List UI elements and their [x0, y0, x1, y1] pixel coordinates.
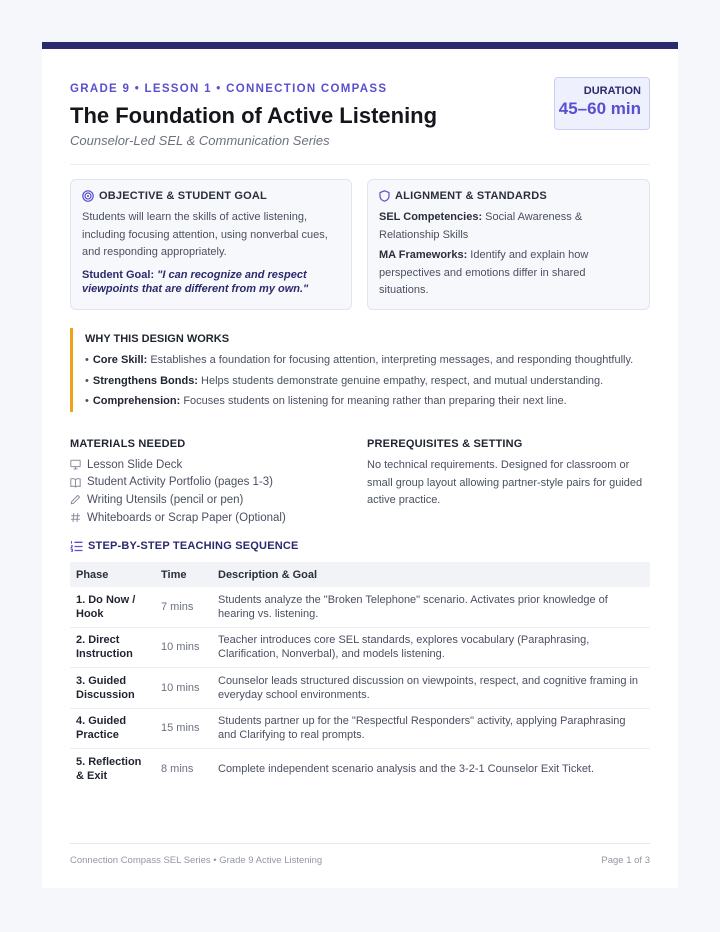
why-heading: WHY THIS DESIGN WORKS [85, 333, 230, 345]
table-row [70, 587, 650, 627]
duration-label: DURATION [583, 85, 641, 97]
why-item [85, 391, 650, 412]
target-icon [82, 190, 94, 202]
header-divider [70, 164, 650, 165]
student-goal [82, 268, 340, 297]
duration-badge [554, 77, 650, 130]
material-item [70, 474, 350, 492]
phase-cell: 3. Guided Discussion [70, 668, 155, 709]
alignment-card [367, 179, 650, 310]
page-subtitle: Counselor-Led SEL & Communication Series [70, 133, 330, 148]
book-icon [70, 477, 81, 488]
material-text: Whiteboards or Scrap Paper (Optional) [87, 511, 286, 524]
document-page [42, 42, 678, 888]
prerequisites-heading: PREREQUISITES & SETTING [367, 438, 523, 450]
footer-series: Connection Compass SEL Series • Grade 9 Active Listening [70, 855, 323, 866]
material-item [70, 491, 350, 509]
table-row [70, 627, 650, 668]
why-callout [70, 328, 650, 412]
sequence-heading: STEP-BY-STEP TEACHING SEQUENCE [88, 540, 299, 552]
description-cell: Students analyze the "Broken Telephone" scenario. Activates prior knowledge of hearing vs. listening. [212, 587, 650, 627]
page-number: Page 1 of 3 [601, 855, 650, 866]
sel-label: SEL Competencies: [379, 211, 483, 223]
why-item-text: Helps students demonstrate genuine empathy, respect, and mutual understanding. [201, 374, 604, 387]
material-item [70, 509, 350, 527]
lesson-kicker: GRADE 9 • LESSON 1 • CONNECTION COMPASS [70, 83, 388, 95]
table-row [70, 749, 650, 789]
time-cell: 7 mins [155, 587, 212, 627]
column-header: Description & Goal [212, 562, 650, 587]
time-cell: 10 mins [155, 627, 212, 668]
ma-text: Identify and explain how perspectives and emotions differ in shared situations. [379, 249, 589, 296]
table-row [70, 668, 650, 709]
description-cell: Students partner up for the "Respectful Responders" activity, applying Paraphrasing and Clarifying to real prompts. [212, 708, 650, 749]
numbered-list-icon [70, 540, 83, 552]
why-item-label: Core Skill: [92, 354, 148, 366]
sel-competencies [379, 209, 638, 244]
hash-icon [70, 512, 81, 523]
materials-section [70, 438, 350, 526]
time-cell: 15 mins [155, 708, 212, 749]
sequence-table [70, 562, 650, 789]
objective-card [70, 179, 352, 310]
table-row [70, 708, 650, 749]
material-text: Lesson Slide Deck [87, 458, 183, 471]
description-cell: Counselor leads structured discussion on viewpoints, respect, and cognitive framing in everyday school environments. [212, 668, 650, 709]
phase-cell: 2. Direct Instruction [70, 627, 155, 668]
ma-label: MA Frameworks: [379, 249, 468, 261]
why-item-text: Focuses students on listening for meaning rather than preparing their next line. [183, 395, 567, 408]
phase-cell: 4. Guided Practice [70, 708, 155, 749]
time-cell: 8 mins [161, 762, 194, 775]
shield-icon [379, 190, 390, 202]
material-item [70, 456, 350, 474]
student-goal-label: Student Goal: [82, 268, 155, 281]
time-cell: 10 mins [155, 668, 212, 709]
why-item [85, 371, 650, 392]
monitor-icon [70, 459, 81, 470]
phase-cell: 5. Reflection & Exit [76, 755, 142, 782]
table-header-row [70, 562, 650, 587]
prerequisites-section [367, 438, 650, 510]
column-header: Time [155, 562, 212, 587]
description-cell: Complete independent scenario analysis and the 3-2-1 Counselor Exit Ticket. [218, 762, 595, 775]
materials-heading: MATERIALS NEEDED [70, 438, 186, 450]
material-text: Student Activity Portfolio (pages 1-3) [87, 476, 274, 489]
sel-text: Social Awareness & Relationship Skills [379, 211, 583, 241]
student-goal-text: "I can recognize and respect viewpoints that are different from my own." [82, 268, 309, 295]
phase-cell: 1. Do Now / Hook [70, 587, 155, 627]
description-cell: Teacher introduces core SEL standards, explores vocabulary (Paraphrasing, Clarification, Nonverbal), and models listening. [212, 627, 650, 668]
duration-value: 45–60 min [558, 99, 641, 118]
why-item-text: Establishes a foundation for focusing attention, interpreting messages, and responding thoughtfully. [150, 354, 634, 366]
why-item-label: Comprehension: [92, 395, 181, 408]
why-item-label: Strengthens Bonds: [92, 374, 198, 387]
footer-divider [70, 843, 650, 844]
sequence-heading-row [70, 540, 299, 552]
prerequisites-text: No technical requirements. Designed for classroom or small group layout allowing partner-style pairs for guided active practice. [367, 459, 643, 507]
alignment-heading: ALIGNMENT & STANDARDS [395, 190, 547, 202]
ma-frameworks [379, 247, 638, 300]
column-header: Phase [70, 562, 155, 587]
pencil-icon [70, 494, 81, 505]
why-item [85, 350, 650, 371]
page-title: The Foundation of Active Listening [70, 103, 438, 128]
objective-heading: OBJECTIVE & STUDENT GOAL [99, 190, 267, 202]
material-text: Writing Utensils (pencil or pen) [87, 493, 244, 506]
objective-text: Students will learn the skills of active listening, including focusing attention, using nonverbal cues, and responding appropriately. [82, 211, 328, 258]
